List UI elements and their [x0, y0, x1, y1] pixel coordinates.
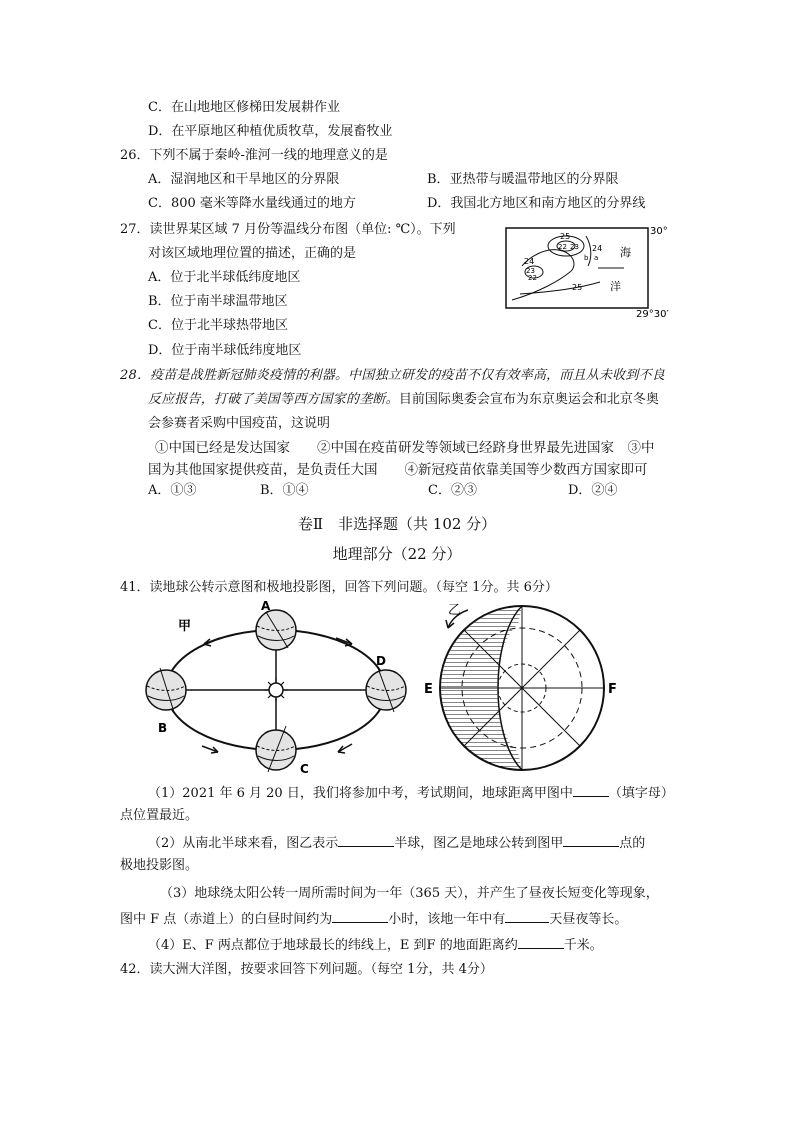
map-lat-bottom: 29°30′ [636, 309, 669, 320]
q28-option-a: A．①③ [148, 483, 197, 498]
q28-option-b: B．①④ [260, 483, 309, 498]
q41-part1-line2: 点位置最近。 [120, 808, 199, 823]
sun-icon [264, 678, 288, 702]
map-sea-label: 海 [620, 246, 631, 259]
q41-part4-blank[interactable] [518, 934, 564, 949]
section-subtitle: 地理部分（22 分） [332, 545, 462, 563]
map-iso-25-bottom: 25 [572, 283, 583, 292]
q41-part2-text-c: 点的 [619, 836, 646, 851]
earth-b-icon [146, 668, 186, 712]
map-iso-24-right: 24 [592, 244, 603, 253]
q26-option-a: A．湿润地区和干旱地区的分界限 [148, 172, 340, 187]
q28-stem-line2 [148, 390, 659, 410]
figure-yi-polar-projection [420, 598, 620, 778]
q27-stem-line2: 对该区域地理位置的描述，正确的是 [148, 246, 357, 261]
q41-part2-blank2[interactable] [563, 832, 619, 847]
q41-part3-text-c: 小时，该地一年中有 [388, 912, 506, 927]
map-lat-top: 30° [650, 226, 668, 237]
q41-part1-line1 [148, 782, 674, 804]
fig-jia-label: 甲 [178, 619, 192, 634]
fig-jia-label-b: B [158, 721, 168, 735]
q41-part3-blank2[interactable] [505, 908, 549, 923]
q28-statements-line1: ①中国已经是发达国家 ②中国在疫苗研发等领域已经跻身世界最先进国家 ③中 [155, 440, 655, 456]
earth-a-icon [256, 610, 296, 650]
q28-option-d: D．②④ [568, 483, 618, 498]
q27-option-b: B．位于南半球温带地区 [148, 294, 288, 309]
fig-yi-label-e: E [424, 682, 433, 697]
earth-c-icon [256, 726, 296, 772]
q41-part1-text-b: （填字母） [608, 786, 674, 801]
q41-part2-line1 [148, 832, 645, 854]
q28-stem-line1: 28．疫苗是战胜新冠肺炎疫情的利器。中国独立研发的疫苗不仅有效率高，而且从未收到不良 [120, 368, 665, 383]
q41-part4-line1 [148, 934, 603, 956]
q41-part2-text-b: 半球，图乙是地球公转到图甲 [394, 836, 564, 851]
q41-part1-blank[interactable] [573, 782, 609, 797]
map-iso-a: a [594, 254, 599, 262]
fig-jia-label-d: D [376, 654, 386, 668]
fig-yi-label: 乙 [448, 603, 462, 618]
q26-option-d: D．我国北方地区和南方地区的分界线 [427, 196, 646, 211]
map-iso-24-left: 24 [524, 257, 535, 266]
fig-jia-label-c: C [300, 762, 309, 776]
map-iso-22-left: 22 [528, 274, 537, 282]
q26-option-b: B．亚热带与暖温带地区的分界限 [427, 172, 619, 187]
figure-jia-revolution [140, 598, 420, 778]
q27-stem-line1: 27．读世界某区域 7 月份等温线分布图（单位: ℃）。下列 [120, 222, 456, 237]
map-iso-b: b [584, 254, 589, 262]
map-iso-23-top: 23 [570, 243, 579, 251]
q27-option-c: C．位于北半球热带地区 [148, 318, 288, 333]
q41-part2-text-a: （2）从南北半球来看，图乙表示 [148, 836, 339, 851]
q41-part3-text-d: 天昼夜等长。 [549, 912, 628, 927]
q27-option-d: D．位于南半球低纬度地区 [148, 343, 302, 358]
q41-part3-blank1[interactable] [332, 908, 388, 923]
q41-part3-line2 [120, 908, 627, 930]
q41-part3-text-b: 图中 F 点（赤道上）的白昼时间约为 [120, 912, 333, 927]
q41-part2-blank1[interactable] [338, 832, 394, 847]
isotherm-map [500, 222, 690, 320]
q41-part1-text-a: （1）2021 年 6 月 20 日，我们将参加中考，考试期间，地球距离甲图中 [148, 786, 573, 801]
section-title: 卷Ⅱ 非选择题（共 102 分） [297, 515, 497, 533]
q41-stem: 41．读地球公转示意图和极地投影图，回答下列问题。（每空 1分。共 6分） [120, 580, 558, 595]
q25-option-c: C．在山地地区修梯田发展耕作业 [148, 100, 340, 115]
q26-option-c: C．800 毫米等降水量线通过的地方 [148, 196, 356, 211]
q28-stem-line2a: 反应报告，打破了美国等西方国家的垄断。 [148, 392, 399, 407]
earth-d-icon [366, 668, 406, 712]
q41-part2-line2: 极地投影图。 [120, 858, 199, 873]
q41-part4-text-b: 千米。 [563, 938, 603, 953]
q28-option-c: C．②③ [428, 483, 477, 498]
meridian-lines [440, 606, 604, 770]
q27-option-a: A．位于北半球低纬度地区 [148, 270, 301, 285]
q28-stem-line2b: 目前国际奥委会宣布为东京奥运会和北京冬奥 [398, 392, 659, 407]
fig-yi-label-f: F [608, 682, 617, 697]
fig-jia-label-a: A [261, 599, 271, 613]
q42-stem: 42．读大洲大洋图，按要求回答下列问题。（每空 1分，共 4分） [120, 962, 493, 977]
q25-option-d: D．在平原地区种植优质牧草，发展畜牧业 [148, 124, 393, 139]
q28-statements-line2: 国为其他国家提供疫苗，是负责任大国 ④新冠疫苗依靠美国等少数西方国家即可 [148, 462, 648, 478]
q28-stem-line3: 会参赛者采购中国疫苗，这说明 [148, 416, 331, 431]
map-iso-23-left: 23 [526, 267, 535, 275]
q41-part4-text-a: （4）E、F 两点都位于地球最长的纬线上，E 到F 的地面距离约 [148, 938, 518, 953]
q26-stem: 26．下列不属于秦岭-淮河一线的地理意义的是 [120, 148, 388, 163]
map-ocean-label: 洋 [610, 280, 621, 293]
map-iso-22-top: 22 [558, 243, 567, 251]
map-iso-25-top: 25 [560, 232, 571, 241]
q41-part3-line1: （3）地球绕太阳公转一周所需时间为一年（365 天），并产生了昼夜长短变化等现象， [160, 886, 659, 901]
